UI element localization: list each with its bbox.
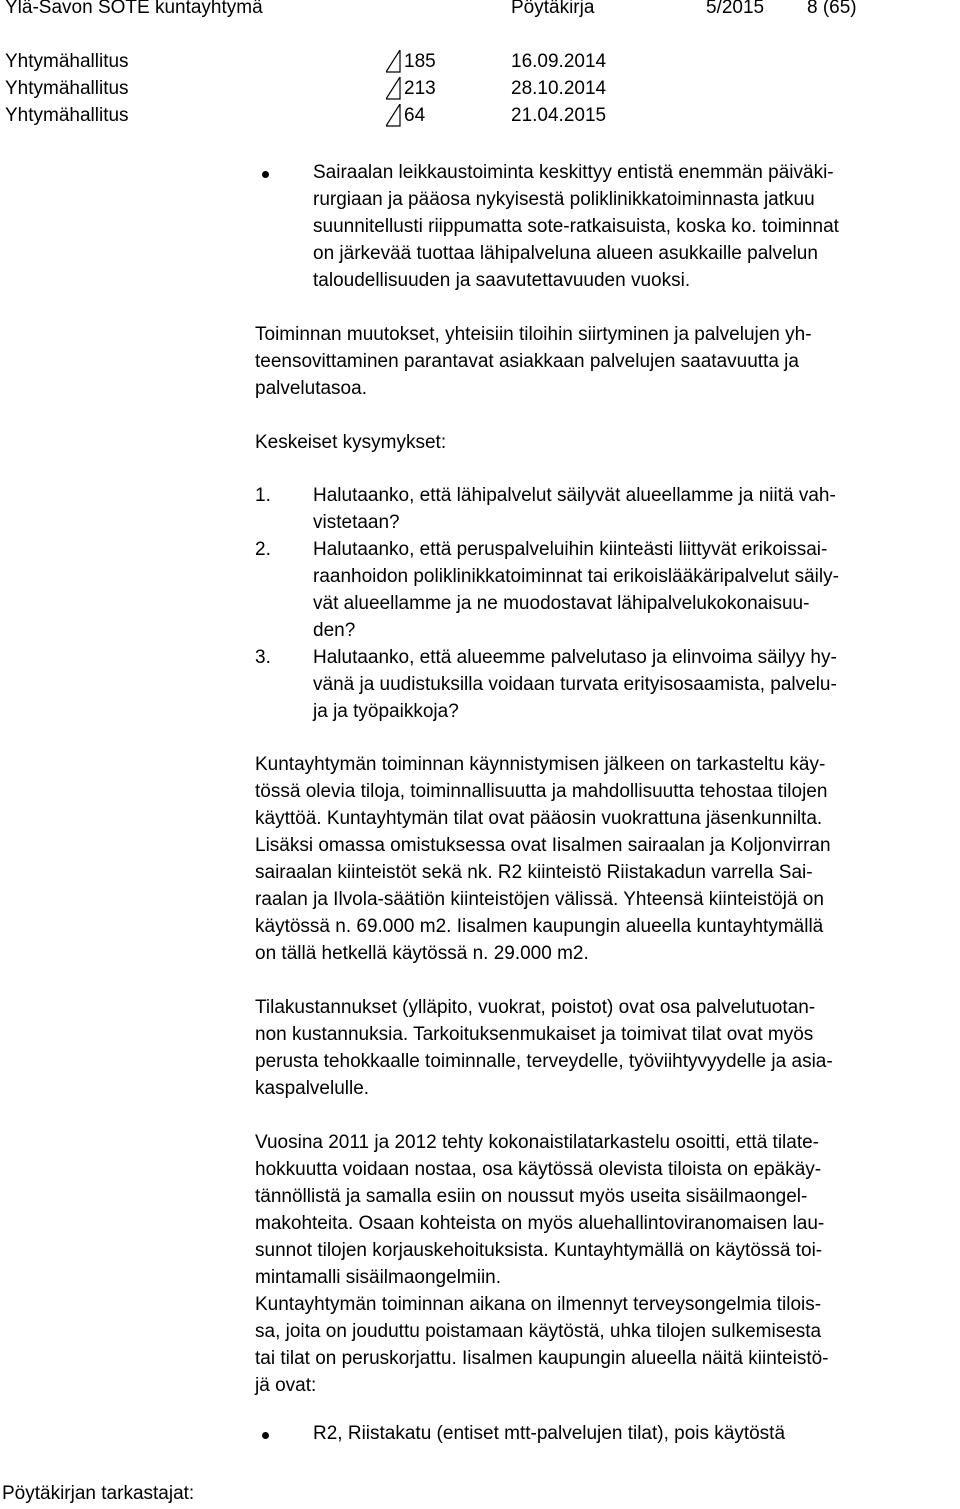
paragraph-line: tössä olevia tiloja, toiminnallisuutta ja mahdollisuutta tehostaa tilojen xyxy=(255,781,828,802)
paragraph-line: non kustannuksia. Tarkoituksenmukaiset ja toimivat tilat ovat myös xyxy=(255,1024,814,1045)
list-item-line: vät alueellamme ja ne muodostavat lähipalvelukokonaisuu- xyxy=(313,593,810,614)
paragraph-line: tai tilat on peruskorjattu. Iisalmen kaupungin alueella näitä kiinteistö- xyxy=(255,1348,829,1369)
paragraph-line: Kuntayhtymän toiminnan käynnistymisen jälkeen on tarkasteltu käy- xyxy=(255,754,826,775)
doc-number: 5/2015 xyxy=(706,0,765,18)
paragraph-line: teensovittaminen parantavat asiakkaan palvelujen saatavuutta ja xyxy=(255,351,799,372)
paragraph-line: sairaalan kiinteistöt sekä nk. R2 kiinteistö Riistakadun varrella Sai- xyxy=(255,862,813,883)
paragraph-mark-icon xyxy=(386,104,401,129)
bullet-text-line: Sairaalan leikkaustoiminta keskittyy entistä enemmän päiväki- xyxy=(313,162,834,183)
bullet-text-line: taloudellisuuden ja saavutettavuuden vuoksi. xyxy=(313,270,691,291)
minutes-number: 185 xyxy=(404,51,436,72)
minutes-body: Yhtymähallitus xyxy=(5,51,129,72)
minutes-date: 21.04.2015 xyxy=(511,105,607,126)
paragraph-line: Lisäksi omassa omistuksessa ovat Iisalmen sairaalan ja Koljonvirran xyxy=(255,835,831,856)
list-item-line: den? xyxy=(313,620,356,641)
page-number: 8 (65) xyxy=(807,0,857,18)
list-item-line: vistetaan? xyxy=(313,512,400,533)
list-number: 1. xyxy=(255,485,271,506)
paragraph-mark-icon xyxy=(386,50,401,75)
bullet-text-line: on järkevää tuottaa lähipalveluna alueen asukkaille palvelun xyxy=(313,243,818,264)
bullet-text-line: suunnitellusti riippumatta sote-ratkaisuista, koska ko. toiminnat xyxy=(313,216,839,237)
paragraph-line: Toiminnan muutokset, yhteisiin tiloihin siirtyminen ja palvelujen yh- xyxy=(255,324,812,345)
paragraph-line: hokkuutta voidaan nostaa, osa käytössä olevista tiloista on epäkäy- xyxy=(255,1159,822,1180)
minutes-number: 213 xyxy=(404,78,436,99)
paragraph-line: palvelutasoa. xyxy=(255,378,367,399)
list-item-line: vänä ja uudistuksilla voidaan turvata erityisosaamista, palvelu- xyxy=(313,674,837,695)
minutes-date: 28.10.2014 xyxy=(511,78,607,99)
paragraph-line: Vuosina 2011 ja 2012 tehty kokonaistilatarkastelu osoitti, että tilate- xyxy=(255,1132,820,1153)
footer-reviewers-label: Pöytäkirjan tarkastajat: xyxy=(2,1483,195,1504)
paragraph-line: käyttöä. Kuntayhtymän tilat ovat pääosin vuokrattuna jäsenkunnilta. xyxy=(255,808,823,829)
doc-type: Pöytäkirja xyxy=(511,0,595,18)
list-item-line: Halutaanko, että peruspalveluihin kiinteästi liittyvät erikoissai- xyxy=(313,539,828,560)
bullet-text-line: rurgiaan ja pääosa nykyisestä poliklinikkatoiminnasta jatkuu xyxy=(313,189,815,210)
list-number: 3. xyxy=(255,647,271,668)
list-item-line: Halutaanko, että lähipalvelut säilyvät alueellamme ja niitä vah- xyxy=(313,485,836,506)
paragraph-line: kaspalvelulle. xyxy=(255,1078,370,1099)
list-item-line: ja ja työpaikkoja? xyxy=(313,701,459,722)
minutes-body: Yhtymähallitus xyxy=(5,78,129,99)
bullet-icon xyxy=(262,1432,269,1439)
minutes-date: 16.09.2014 xyxy=(511,51,607,72)
minutes-number: 64 xyxy=(404,105,426,126)
bullet-icon xyxy=(262,171,269,178)
paragraph-line: jä ovat: xyxy=(255,1375,317,1396)
org-name: Ylä-Savon SOTE kuntayhtymä xyxy=(5,0,263,18)
minutes-body: Yhtymähallitus xyxy=(5,105,129,126)
paragraph-line: Tilakustannukset (ylläpito, vuokrat, poistot) ovat osa palvelutuotan- xyxy=(255,997,816,1018)
paragraph-line: Kuntayhtymän toiminnan aikana on ilmennyt terveysongelmia tilois- xyxy=(255,1294,822,1315)
paragraph-line: sa, joita on jouduttu poistamaan käytöstä, uhka tilojen sulkemisesta xyxy=(255,1321,822,1342)
paragraph-line: mintamalli sisäilmaongelmiin. xyxy=(255,1267,502,1288)
paragraph-mark-icon xyxy=(386,77,401,102)
paragraph-line: raalan ja Ilvola-säätiön kiinteistöjen välissä. Yhteensä kiinteistöjä on xyxy=(255,889,824,910)
paragraph-line: käytössä n. 69.000 m2. Iisalmen kaupungin alueella kuntayhtymällä xyxy=(255,916,824,937)
list-item-line: Halutaanko, että alueemme palvelutaso ja elinvoima säilyy hy- xyxy=(313,647,837,668)
questions-heading: Keskeiset kysymykset: xyxy=(255,432,447,453)
paragraph-line: perusta tehokkaalle toiminnalle, terveydelle, työviihtyvyydelle ja asia- xyxy=(255,1051,833,1072)
list-item-line: raanhoidon poliklinikkatoiminnat tai erikoislääkäripalvelut säily- xyxy=(313,566,839,587)
bullet-text-line: R2, Riistakatu (entiset mtt-palvelujen tilat), pois käytöstä xyxy=(313,1423,786,1444)
paragraph-line: sunnot tilojen korjauskehoituksista. Kuntayhtymällä on käytössä toi- xyxy=(255,1240,823,1261)
paragraph-line: tännöllistä ja samalla esiin on noussut myös useita sisäilmaongel- xyxy=(255,1186,808,1207)
paragraph-line: on tällä hetkellä käytössä n. 29.000 m2. xyxy=(255,943,589,964)
list-number: 2. xyxy=(255,539,271,560)
paragraph-line: makohteita. Osaan kohteista on myös aluehallintoviranomaisen lau- xyxy=(255,1213,825,1234)
